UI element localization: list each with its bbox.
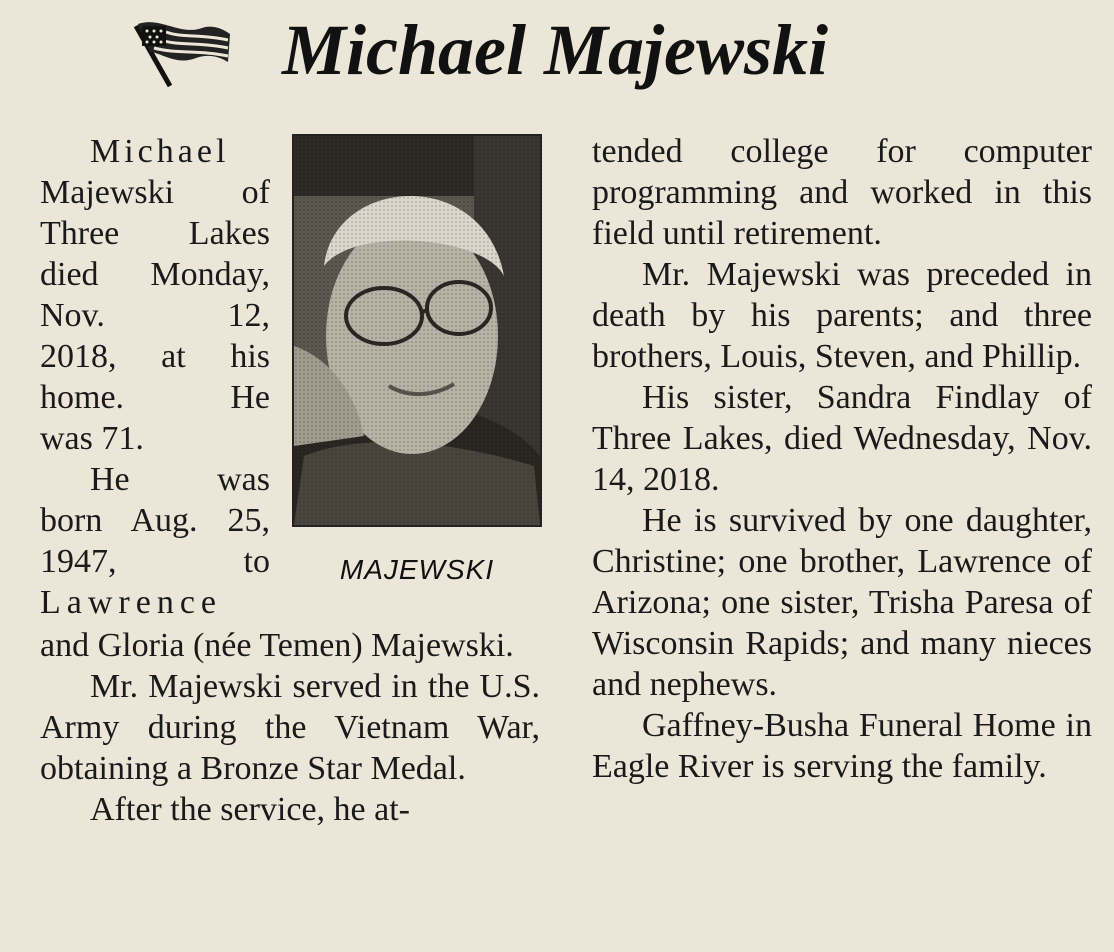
paragraph: Gaffney-Busha Funeral Home in Eagle River is serving the family.: [592, 707, 1092, 785]
portrait-image: [294, 136, 540, 525]
page-title: Michael Majewski: [282, 10, 829, 90]
text-line: born Aug. 25,: [40, 502, 270, 539]
text-line: Michael: [90, 133, 230, 170]
text-line: He was: [90, 461, 270, 498]
paragraph: and Gloria (née Temen) Majewski.: [40, 627, 514, 664]
left-column-wide: [40, 625, 540, 830]
portrait-photo: [292, 134, 542, 527]
right-column: [592, 131, 1092, 787]
paragraph: tended college for computer programming and worked in this field until retirement.: [592, 133, 1092, 252]
text-line: 2018, at his: [40, 338, 270, 375]
american-flag-icon: [130, 18, 234, 88]
paragraph: He is survived by one daughter, Christine; one brother, Lawrence of Arizona; one sister, Trisha Paresa of Wisconsin Rapids; and many nieces and nephews.: [592, 502, 1092, 703]
text-line: 1947, to: [40, 543, 270, 580]
text-line: home. He: [40, 379, 270, 416]
text-line: died Monday,: [40, 256, 270, 293]
left-column-narrow: [40, 131, 270, 623]
text-line: Lawrence: [40, 584, 223, 621]
paragraph: After the service, he at-: [90, 791, 410, 828]
text-line: Majewski of: [40, 174, 270, 211]
paragraph: Mr. Majewski was preceded in death by his parents; and three brothers, Louis, Steven, and Phillip.: [592, 256, 1092, 375]
text-line: Nov. 12,: [40, 297, 270, 334]
text-line: Three Lakes: [40, 215, 270, 252]
text-line: was 71.: [40, 420, 144, 457]
paragraph: His sister, Sandra Findlay of Three Lakes, died Wednesday, Nov. 14, 2018.: [592, 379, 1092, 498]
paragraph: Mr. Majewski served in the U.S. Army during the Vietnam War, obtaining a Bronze Star Medal.: [40, 668, 540, 787]
photo-caption: MAJEWSKI: [339, 554, 495, 585]
